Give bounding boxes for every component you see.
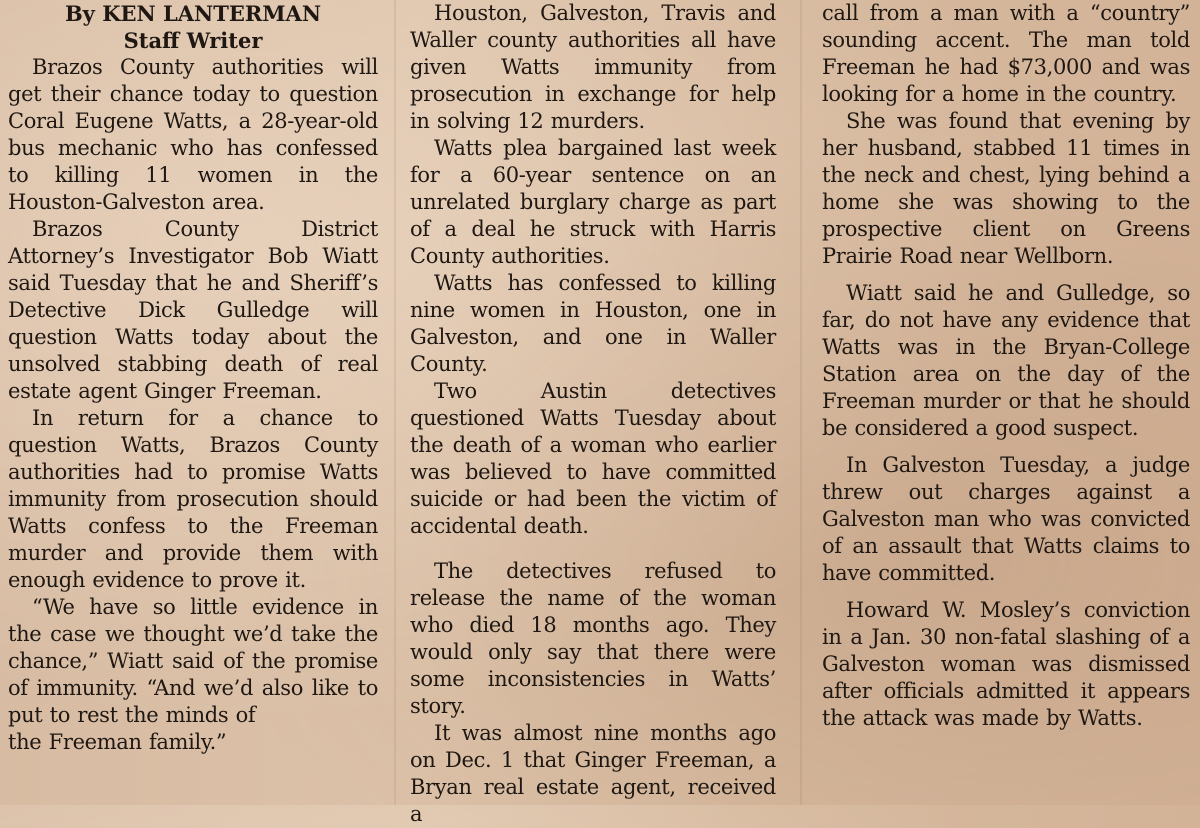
paragraph: Howard W. Mosley’s conviction in a Jan. 30 non-fatal slashing of a Galveston woman was dismissed after officials admitted it appears the attack was made by Watts. xyxy=(822,598,1190,730)
paragraph: Brazos County authorities will get their chance today to question Coral Eugene Watts, a 28-year-old bus mechanic who has confessed to killing 11 women in the Houston-Galveston area. xyxy=(8,55,378,214)
paragraph: The detectives refused to release the name of the woman who died 18 months ago. They would only say that there were some inconsistencies in Watts’ story. xyxy=(410,559,776,718)
paragraph-cut-off: the Freeman family.” xyxy=(8,730,227,754)
paragraph: In return for a chance to question Watts, Brazos County authorities had to promise Watts immunity from prosecution should Watts confess to the Freeman murder and provide them with enough evidence to prove it. xyxy=(8,406,378,592)
paragraph: Houston, Galveston, Travis and Waller county authorities all have given Watts immunity from prosecution in exchange for help in solving 12 murders. xyxy=(410,1,776,133)
article-column-2 xyxy=(410,0,776,826)
paragraph: Watts has confessed to killing nine women in Houston, one in Galveston, and one in Waller County. xyxy=(410,271,776,376)
paragraph: Brazos County District Attorney’s Investigator Bob Wiatt said Tuesday that he and Sheriff’s Detective Dick Gulledge will question Watts today about the unsolved stabbing death of real estate agent Ginger Freeman. xyxy=(8,217,378,403)
paragraph-gap xyxy=(822,270,1190,280)
article-column-1 xyxy=(8,0,378,805)
paragraph: “We have so little evidence in the case we thought we’d take the chance,” Wiatt said of the promise of immunity. “And we’d also like to put to rest the minds of xyxy=(8,595,378,727)
byline-author: By KEN LANTERMAN xyxy=(64,1,322,26)
paragraph-gap xyxy=(822,442,1190,452)
page-fold-crease xyxy=(394,0,396,805)
paragraph: Two Austin detectives questioned Watts Tuesday about the death of a woman who earlier was believed to have committed suicide or had been the victim of accidental death. xyxy=(410,379,776,538)
paragraph-gap xyxy=(822,587,1190,597)
paragraph: Wiatt said he and Gulledge, so far, do not have any evidence that Watts was in the Bryan-College Station area on the day of the Freeman murder or that he should be considered a good suspect. xyxy=(822,281,1190,440)
byline-role: Staff Writer xyxy=(123,28,263,53)
paragraph: In Galveston Tuesday, a judge threw out charges against a Galveston man who was convicted of an assault that Watts claims to have committed. xyxy=(822,453,1190,585)
byline xyxy=(8,0,378,54)
paragraph: call from a man with a “country” sounding accent. The man told Freeman he had $73,000 and was looking for a home in the country. xyxy=(822,1,1190,106)
article-column-3 xyxy=(822,0,1190,805)
paragraph: She was found that evening by her husband, stabbed 11 times in the neck and chest, lying behind a home she was showing to the prospective client on Greens Prairie Road near Wellborn. xyxy=(822,109,1190,268)
paragraph: It was almost nine months ago on Dec. 1 that Ginger Freeman, a Bryan real estate agent, received a xyxy=(410,721,776,826)
paragraph-gap xyxy=(410,540,776,558)
page-fold-crease xyxy=(800,0,802,805)
paragraph: Watts plea bargained last week for a 60-year sentence on an unrelated burglary charge as part of a deal he struck with Harris County authorities. xyxy=(410,136,776,268)
